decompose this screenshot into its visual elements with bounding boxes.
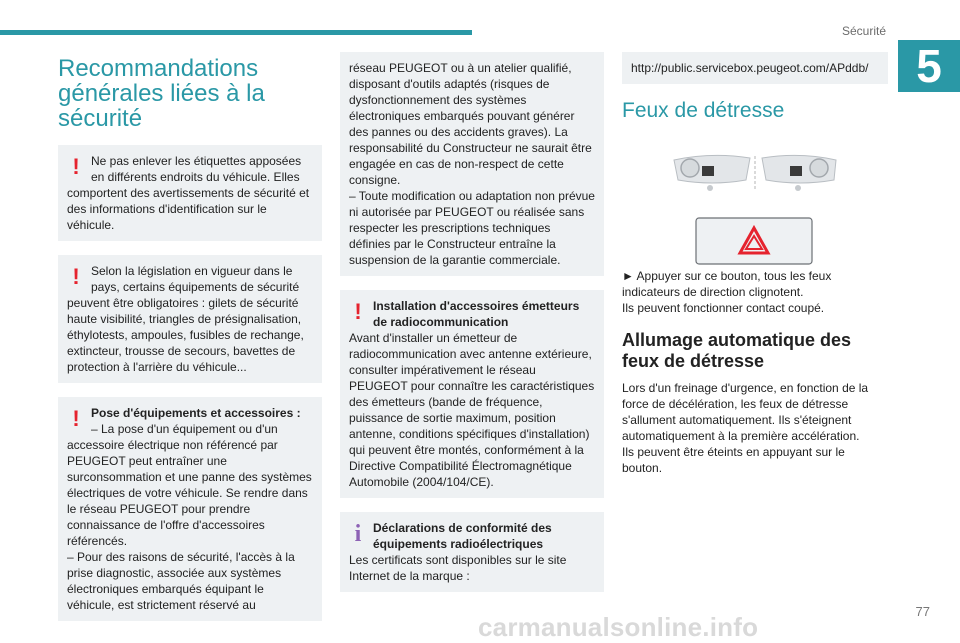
info-icon: i [354,521,362,547]
page-number: 77 [915,604,930,619]
column-1 [58,50,322,635]
info-box-declarations [340,512,604,592]
warning-box-equipment [58,397,322,621]
subsection-title-auto: Allumage automatique des feux de détresse [622,330,852,371]
dashboard-right-icon [762,155,836,191]
warning-text: Avant d'installer un émetteur de radiocommunication avec antenne extérieure, consulter impérativement le réseau PEUGEOT pour connaître les caractéristiques des émetteurs (bande de fréquence, puissance de sortie maximum, position antenne, conditions spécifiques d'installation) qui peuvent être montés, conformément à la Directive Compatibilité Électromagnétique Automobile (2004/104/CE). [349,331,595,489]
header-accent-bar [0,30,472,35]
warning-box-labels [58,145,322,241]
column-2 [340,52,604,606]
hazard-illustration [622,124,888,274]
paragraph-contact-off: Ils peuvent fonctionner contact coupé. [622,301,825,315]
continued-box [340,52,604,276]
warning-title: Pose d'équipements et accessoires : [91,406,301,420]
hazard-lights-figure [622,136,888,244]
warning-text-line2: peuvent être obligatoires : gilets de sécurité [67,296,299,310]
warning-box-radio [340,290,604,498]
warning-text-rest: haute visibilité, triangles de présignalisation, éthylotests, ampoules, fusibles de rechange, extincteur, trousse de secours, bavettes de protection à l'arrière du véhicule... [67,312,304,374]
warning-text-first: Selon la législation en vigueur dans le pays, certains équipements de sécurité [91,264,300,294]
warning-text-rest: comportent des avertissements de sécurité et des informations d'identification sur le véhicule. [67,186,310,232]
warning-text-first: Ne pas enlever les étiquettes apposées en différents endroits du véhicule. Elles [91,154,302,184]
url-link[interactable]: http://public.servicebox.peugeot.com/APddb/ [631,61,869,75]
warning-icon: ! [72,264,80,289]
column-3 [622,52,888,476]
section-title-feux: Feux de détresse [622,99,785,122]
paragraph-switch-off: Ils peuvent être éteints en appuyant sur le bouton. [622,445,845,475]
chapter-number-tab: 5 [898,40,960,92]
url-box [622,52,888,84]
paragraph-press-button: ► Appuyer sur ce bouton, tous les feux indicateurs de direction clignotent. [622,269,832,299]
continued-text-2: – Toute modification ou adaptation non prévue ni autorisée par PEUGEOT ou réalisée sans respecter les prescriptions techniques définies par le Constructeur entraîne la suspension de la garantie commerciale. [349,189,595,267]
warning-box-legislation [58,255,322,383]
paragraph-auto: Lors d'un freinage d'urgence, en fonction de la force de décélération, les feux de détresse s'allument automatiquement. Ils s'éteignent automatiquement à la première accélération. [622,381,869,443]
info-text: Les certificats sont disponibles sur le site Internet de la marque : [349,553,567,583]
continued-text: réseau PEUGEOT ou à un atelier qualifié, disposant d'outils adaptés (risques de dysfonctionnement des systèmes électroniques embarqués pouvant générer des pannes ou des accidents graves). La responsabilité du Constructeur ne saurait être engagée en cas de non-respect de cette consigne. [349,61,592,187]
info-title: Déclarations de conformité des équipements radioélectriques [373,521,552,551]
warning-icon: ! [354,299,362,324]
warning-title: Installation d'accessoires émetteurs de radiocommunication [373,299,580,329]
dashboard-left-icon [674,155,750,191]
warning-icon: ! [72,406,80,431]
warning-text-rest2: – Pour des raisons de sécurité, l'accès à la prise diagnostic, associée aux systèmes électroniques embarqués équipant le véhicule, est strictement réservé au [67,550,295,612]
watermark: carmanualsonline.info [478,612,759,642]
chapter-name: Sécurité [841,24,886,38]
warning-text-first: – La pose d'un équipement ou d'un [91,422,278,436]
warning-text-rest: accessoire électrique non référencé par PEUGEOT peut entraîner une surconsommation et une panne des systèmes électriques de votre véhicule. Se rendre dans le réseau PEUGEOT pour prendre connaissance de l'offre d'accessoires référencés. [67,438,312,548]
section-title-recommandations: Recommandations générales liées à la sécurité [58,55,265,132]
warning-icon: ! [72,154,80,179]
